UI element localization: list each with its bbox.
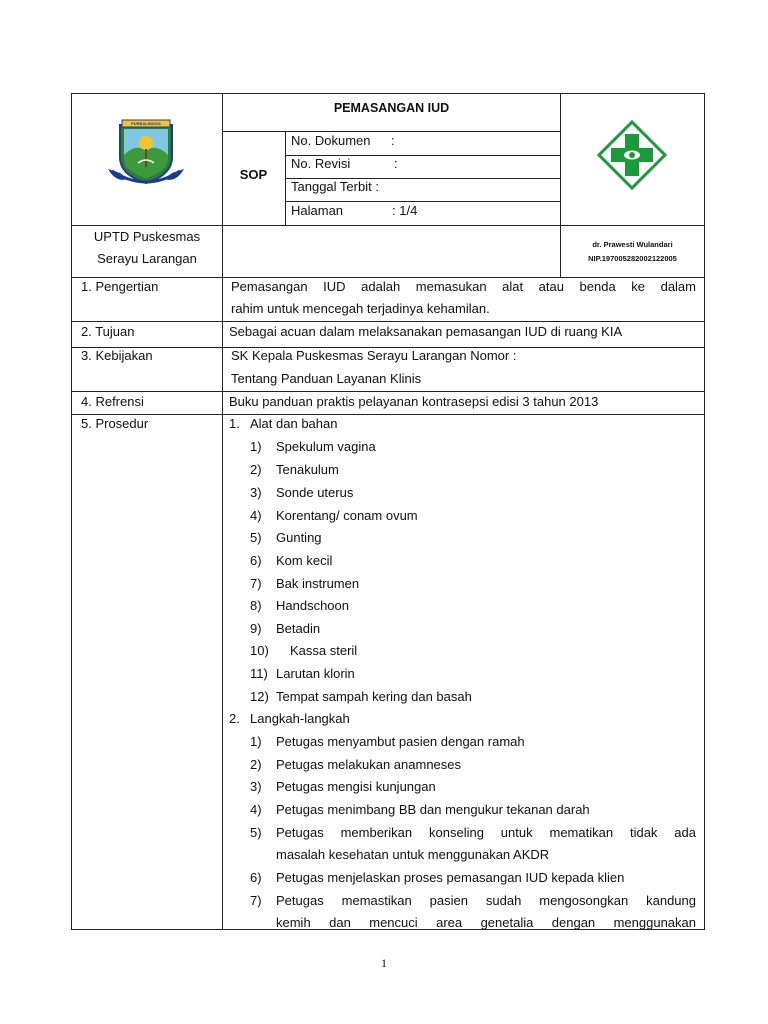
referensi-label: 4. Refrensi [81, 394, 144, 409]
list-number: 5) [250, 530, 262, 545]
list-item: Gunting [276, 530, 322, 545]
step-number: 1) [250, 734, 262, 749]
step-item-continued: kemih dan mencuci area genetalia dengan menggunakan [276, 915, 696, 930]
step-item: Petugas menimbang BB dan mengukur tekanan darah [276, 802, 590, 817]
unit-name-line2: Serayu Larangan [97, 251, 197, 266]
list-item: Bak instrumen [276, 576, 360, 591]
list-number: 2) [250, 462, 262, 477]
step-number: 3) [250, 779, 262, 794]
revision-value: : [394, 156, 398, 171]
section-number: 2. [229, 711, 240, 726]
list-item: Korentang/ conam ovum [276, 508, 418, 523]
step-number: 7) [250, 893, 262, 908]
list-number: 9) [250, 621, 262, 636]
sop-label: SOP [239, 167, 268, 182]
list-number: 4) [250, 508, 262, 523]
kebijakan-text-line2: Tentang Panduan Layanan Klinis [231, 371, 422, 386]
list-number: 10) [250, 643, 269, 658]
list-item: Kassa steril [290, 643, 358, 658]
section-number: 1. [229, 416, 240, 431]
section-title-langkah: Langkah-langkah [250, 711, 350, 726]
pengertian-text-line1: Pemasangan IUD adalah memasukan alat atau benda ke dalam [231, 279, 696, 294]
step-number: 4) [250, 802, 262, 817]
list-number: 3) [250, 485, 262, 500]
step-item: Petugas mengisi kunjungan [276, 779, 436, 794]
step-number: 6) [250, 870, 262, 885]
doc-number-label: No. Dokumen [291, 133, 371, 148]
step-item: Petugas memberikan konseling untuk mematikan tidak ada [276, 825, 696, 840]
list-item: Larutan klorin [276, 666, 355, 681]
list-number: 12) [250, 689, 269, 704]
list-item: Tenakulum [276, 462, 339, 477]
list-item: Kom kecil [276, 553, 333, 568]
pengertian-label: 1. Pengertian [81, 279, 159, 294]
district-emblem-logo [106, 117, 186, 189]
page-number: 1 [381, 956, 387, 970]
step-item: Petugas menyambut pasien dengan ramah [276, 734, 525, 749]
list-number: 1) [250, 439, 262, 454]
pengertian-text-line2: rahim untuk mencegah terjadinya kehamilan. [231, 301, 490, 316]
page-value: : 1/4 [392, 203, 418, 218]
list-item: Handschoon [276, 598, 349, 613]
unit-name-line1: UPTD Puskesmas [93, 229, 201, 244]
page-label: Halaman [291, 203, 344, 218]
step-item: Petugas menjelaskan proses pemasangan IUD kepada klien [276, 870, 625, 885]
step-number: 5) [250, 825, 262, 840]
list-number: 11) [250, 666, 268, 681]
kebijakan-text-line1: SK Kepala Puskesmas Serayu Larangan Nomor : [231, 348, 517, 363]
issue-date-label: Tanggal Terbit : [291, 179, 379, 194]
prosedur-label: 5. Prosedur [81, 416, 149, 431]
kemenkes-logo [597, 120, 667, 190]
list-item: Betadin [276, 621, 321, 636]
list-item: Spekulum vagina [276, 439, 376, 454]
tujuan-label: 2. Tujuan [81, 324, 135, 339]
tujuan-text: Sebagai acuan dalam melaksanakan pemasangan IUD di ruang KIA [229, 324, 623, 339]
list-number: 6) [250, 553, 262, 568]
list-number: 8) [250, 598, 262, 613]
section-title-alat: Alat dan bahan [250, 416, 338, 431]
step-item-continued: masalah kesehatan untuk menggunakan AKDR [276, 847, 550, 862]
list-number: 7) [250, 576, 262, 591]
referensi-text: Buku panduan praktis pelayanan kontrasepsi edisi 3 tahun 2013 [229, 394, 599, 409]
list-item: Sonde uterus [276, 485, 354, 500]
kebijakan-label: 3. Kebijakan [81, 348, 153, 363]
step-item: Petugas melakukan anamneses [276, 757, 462, 772]
step-number: 2) [250, 757, 262, 772]
revision-label: No. Revisi [291, 156, 351, 171]
logo-banner-text: PURBALINGGA [131, 121, 161, 126]
signer-nip: NIP.197005282002122005 [588, 254, 677, 263]
step-item: Petugas memastikan pasien sudah mengosongkan kandung [276, 893, 696, 908]
document-title: PEMASANGAN IUD [333, 101, 450, 115]
list-item: Tempat sampah kering dan basah [276, 689, 472, 704]
signer-name: dr. Prawesti Wulandari [592, 240, 673, 249]
doc-number-value: : [391, 133, 395, 148]
